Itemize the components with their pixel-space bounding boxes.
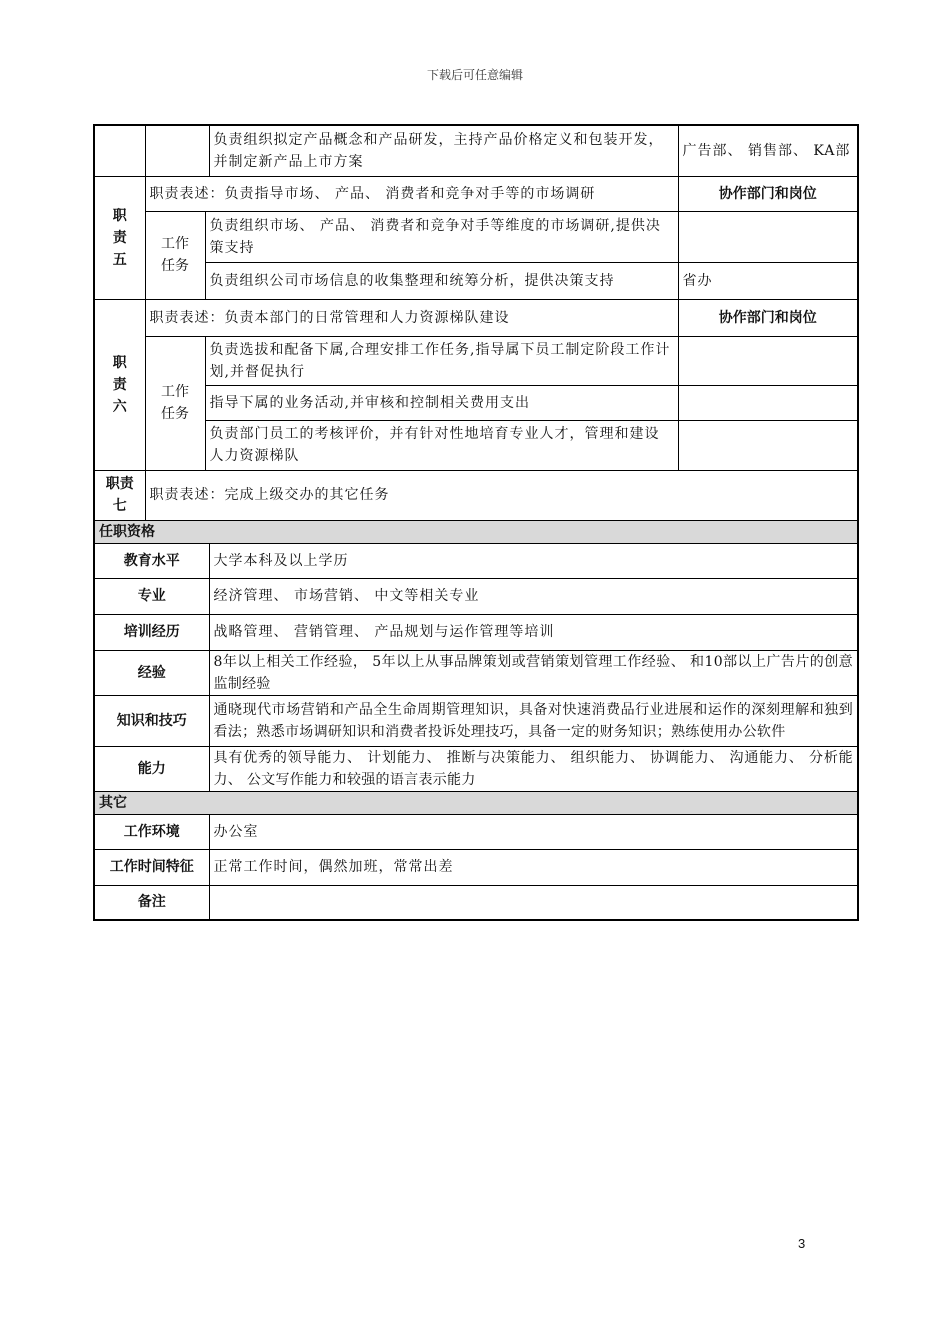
duty6-task-collab	[678, 385, 858, 420]
qualification-row	[94, 614, 858, 650]
duty6-task-text: 负责选拔和配备下属,合理安排工作任务,指导属下员工制定阶段工作计划,并督促执行	[205, 336, 678, 385]
duty6-statement-row	[94, 299, 858, 336]
page-header-note: 下载后可任意编辑	[426, 68, 523, 82]
duty5-statement: 职责表述：负责指导市场、 产品、 消费者和竞争对手等的市场调研	[145, 176, 678, 211]
qualification-row	[94, 650, 858, 695]
qualification-row	[94, 578, 858, 614]
duty5-task-row	[94, 211, 858, 262]
task-label-cell	[145, 125, 209, 176]
qualification-label: 经验	[94, 650, 209, 695]
duty6-task-row	[94, 420, 858, 470]
duty7-row	[94, 470, 858, 520]
duty6-task-row	[94, 336, 858, 385]
duty6-statement: 职责表述：负责本部门的日常管理和人力资源梯队建设	[145, 299, 678, 336]
other-section-row	[94, 791, 858, 814]
qualification-row	[94, 746, 858, 791]
duty7-statement: 职责表述：完成上级交办的其它任务	[145, 470, 858, 520]
qualification-row	[94, 543, 858, 578]
qualification-value: 8年以上相关工作经验， 5年以上从事品牌策划或营销策划管理工作经验、 和10部以上广告片的创意监制经验	[209, 650, 858, 695]
qualification-label: 专业	[94, 578, 209, 614]
duty5-task-text: 负责组织公司市场信息的收集整理和统筹分析，提供决策支持	[205, 262, 678, 299]
other-label: 备注	[94, 885, 209, 920]
duty5-task-collab	[678, 211, 858, 262]
other-title: 其它	[94, 791, 858, 814]
qualification-label: 能力	[94, 746, 209, 791]
duty6-task-row	[94, 385, 858, 420]
qualification-label: 教育水平	[94, 543, 209, 578]
duty6-label: 职责六	[94, 299, 145, 470]
task-collab: 广告部、 销售部、 KA部	[678, 125, 858, 176]
qualifications-section-row	[94, 520, 858, 543]
duty6-task-text: 负责部门员工的考核评价，并有针对性地培育专业人才，管理和建设人力资源梯队	[205, 420, 678, 470]
duty5-task-label: 工作任务	[145, 211, 205, 299]
qualification-value: 具有优秀的领导能力、 计划能力、 推断与决策能力、 组织能力、 协调能力、 沟通能力、 分析能力、 公文写作能力和较强的语言表示能力	[209, 746, 858, 791]
prev-task-row	[94, 125, 858, 176]
duty5-task-row	[94, 262, 858, 299]
duty6-task-collab	[678, 336, 858, 385]
other-label: 工作时间特征	[94, 849, 209, 885]
duty6-task-text: 指导下属的业务活动,并审核和控制相关费用支出	[205, 385, 678, 420]
duty6-task-label: 工作任务	[145, 336, 205, 470]
duty5-task-collab: 省办	[678, 262, 858, 299]
other-row	[94, 885, 858, 920]
duty5-label: 职责五	[94, 176, 145, 299]
qualification-value: 经济管理、 市场营销、 中文等相关专业	[209, 578, 858, 614]
other-label: 工作环境	[94, 814, 209, 849]
qualifications-title: 任职资格	[94, 520, 858, 543]
duty5-statement-row	[94, 176, 858, 211]
page-number: 3	[798, 1236, 806, 1251]
job-description-table	[93, 124, 859, 921]
duty7-label: 职责七	[94, 470, 145, 520]
duty6-collab-header: 协作部门和岗位	[678, 299, 858, 336]
qualification-label: 知识和技巧	[94, 695, 209, 746]
other-value: 正常工作时间，偶然加班，常常出差	[209, 849, 858, 885]
qualification-row	[94, 695, 858, 746]
other-row	[94, 849, 858, 885]
other-value: 办公室	[209, 814, 858, 849]
qualification-value: 大学本科及以上学历	[209, 543, 858, 578]
other-row	[94, 814, 858, 849]
duty6-task-collab	[678, 420, 858, 470]
duty5-task-text: 负责组织市场、 产品、 消费者和竞争对手等维度的市场调研,提供决策支持	[205, 211, 678, 262]
task-text: 负责组织拟定产品概念和产品研发，主持产品价格定义和包装开发，并制定新产品上市方案	[209, 125, 678, 176]
duty-label-cell	[94, 125, 145, 176]
qualification-label: 培训经历	[94, 614, 209, 650]
qualification-value: 战略管理、 营销管理、 产品规划与运作管理等培训	[209, 614, 858, 650]
other-value	[209, 885, 858, 920]
duty5-collab-header: 协作部门和岗位	[678, 176, 858, 211]
qualification-value: 通晓现代市场营销和产品全生命周期管理知识，具备对快速消费品行业进展和运作的深刻理解和独到看法；熟悉市场调研知识和消费者投诉处理技巧，具备一定的财务知识；熟练使用办公软件	[209, 695, 858, 746]
